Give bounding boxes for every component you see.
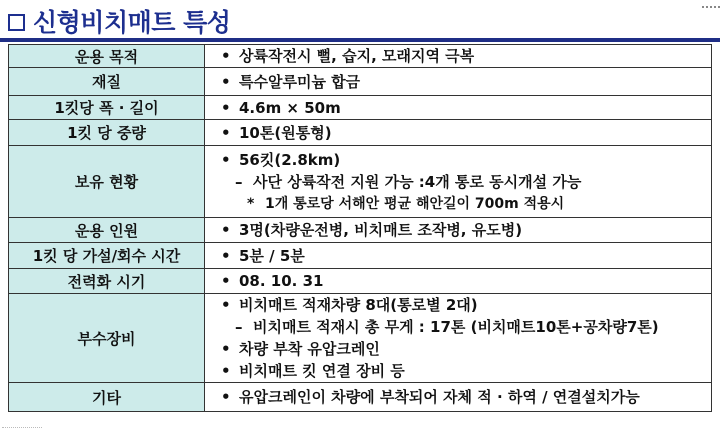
value-text: 비치매트 적재시 총 무게 : 17톤 (비치매트10톤+공차량7톤) xyxy=(253,318,659,336)
value-line xyxy=(221,193,711,215)
table-row xyxy=(9,218,712,243)
value-text: 5분 / 5분 xyxy=(239,246,305,265)
value-line xyxy=(221,45,711,67)
row-label: 재질 xyxy=(9,68,205,96)
value-line xyxy=(221,171,711,193)
checkbox-bullet-icon xyxy=(8,14,25,31)
row-label: 1킷 당 중량 xyxy=(9,120,205,146)
value-line xyxy=(221,245,711,267)
value-line xyxy=(221,149,711,171)
value-text: 비치매트 킷 연결 장비 등 xyxy=(239,362,405,380)
bullet-icon: • xyxy=(221,72,231,91)
row-value xyxy=(205,146,712,218)
bullet-icon: • xyxy=(221,272,231,290)
bullet-icon: • xyxy=(221,150,231,169)
row-label: 운용 목적 xyxy=(9,45,205,68)
value-text: 1개 통로당 서해안 평균 해안길이 700m 적용시 xyxy=(265,195,565,212)
row-label: 부수장비 xyxy=(9,294,205,383)
value-line xyxy=(221,386,711,408)
row-value xyxy=(205,96,712,120)
bullet-icon: * xyxy=(247,195,255,212)
table-row xyxy=(9,269,712,294)
value-text: 08. 10. 31 xyxy=(239,272,324,290)
table-row xyxy=(9,96,712,120)
table-row xyxy=(9,146,712,218)
row-value xyxy=(205,294,712,383)
row-label: 1킷 당 가설/회수 시간 xyxy=(9,243,205,269)
page-title: 신형비치매트 특성 xyxy=(33,8,231,37)
row-value xyxy=(205,68,712,96)
bullet-icon: • xyxy=(221,47,231,65)
bullet-icon: – xyxy=(235,172,243,191)
table-row xyxy=(9,120,712,146)
spec-table xyxy=(8,44,712,412)
value-line xyxy=(221,360,711,382)
bullet-icon: • xyxy=(221,388,231,406)
bullet-icon: • xyxy=(221,221,231,239)
value-line xyxy=(221,294,711,316)
bullet-icon: • xyxy=(221,296,231,314)
row-value xyxy=(205,45,712,68)
value-text: 비치매트 적재차량 8대(통로별 2대) xyxy=(239,296,478,314)
bullet-icon: • xyxy=(221,362,231,380)
value-line xyxy=(221,97,711,119)
row-label: 운용 인원 xyxy=(9,218,205,243)
row-value xyxy=(205,383,712,412)
row-value xyxy=(205,120,712,146)
row-label: 1킷당 폭 · 길이 xyxy=(9,96,205,120)
table-row xyxy=(9,294,712,383)
value-line xyxy=(221,338,711,360)
value-line xyxy=(221,219,711,241)
value-text: 특수알루미늄 합금 xyxy=(239,72,361,91)
value-line xyxy=(221,316,711,338)
value-line xyxy=(221,122,711,144)
value-text: 10톤(원통형) xyxy=(239,123,332,142)
row-value xyxy=(205,243,712,269)
value-text: 유압크레인이 차량에 부착되어 자체 적 · 하역 / 연결설치가능 xyxy=(239,388,640,406)
bullet-icon: • xyxy=(221,246,231,265)
table-row xyxy=(9,243,712,269)
row-value xyxy=(205,218,712,243)
value-text: 56킷(2.8km) xyxy=(239,150,341,169)
value-text: 차량 부착 유압크레인 xyxy=(239,340,380,358)
table-row xyxy=(9,68,712,96)
bullet-icon: – xyxy=(235,318,243,336)
row-label: 보유 현황 xyxy=(9,146,205,218)
bullet-icon: • xyxy=(221,98,231,117)
value-text: 상륙작전시 뻘, 습지, 모래지역 극복 xyxy=(239,47,475,65)
row-label: 전력화 시기 xyxy=(9,269,205,294)
bullet-icon: • xyxy=(221,340,231,358)
value-line xyxy=(221,270,711,292)
value-text: 3명(차량운전병, 비치매트 조작병, 유도병) xyxy=(239,221,523,239)
row-label: 기타 xyxy=(9,383,205,412)
row-value xyxy=(205,269,712,294)
table-row xyxy=(9,45,712,68)
value-text: 4.6m × 50m xyxy=(239,98,341,117)
value-text: 사단 상륙작전 지원 가능 :4개 통로 동시개설 가능 xyxy=(253,172,582,191)
value-line xyxy=(221,71,711,93)
corner-decoration xyxy=(702,6,720,16)
title-area xyxy=(8,2,230,40)
title-divider xyxy=(0,38,720,42)
bullet-icon: • xyxy=(221,123,231,142)
table-row xyxy=(9,383,712,412)
